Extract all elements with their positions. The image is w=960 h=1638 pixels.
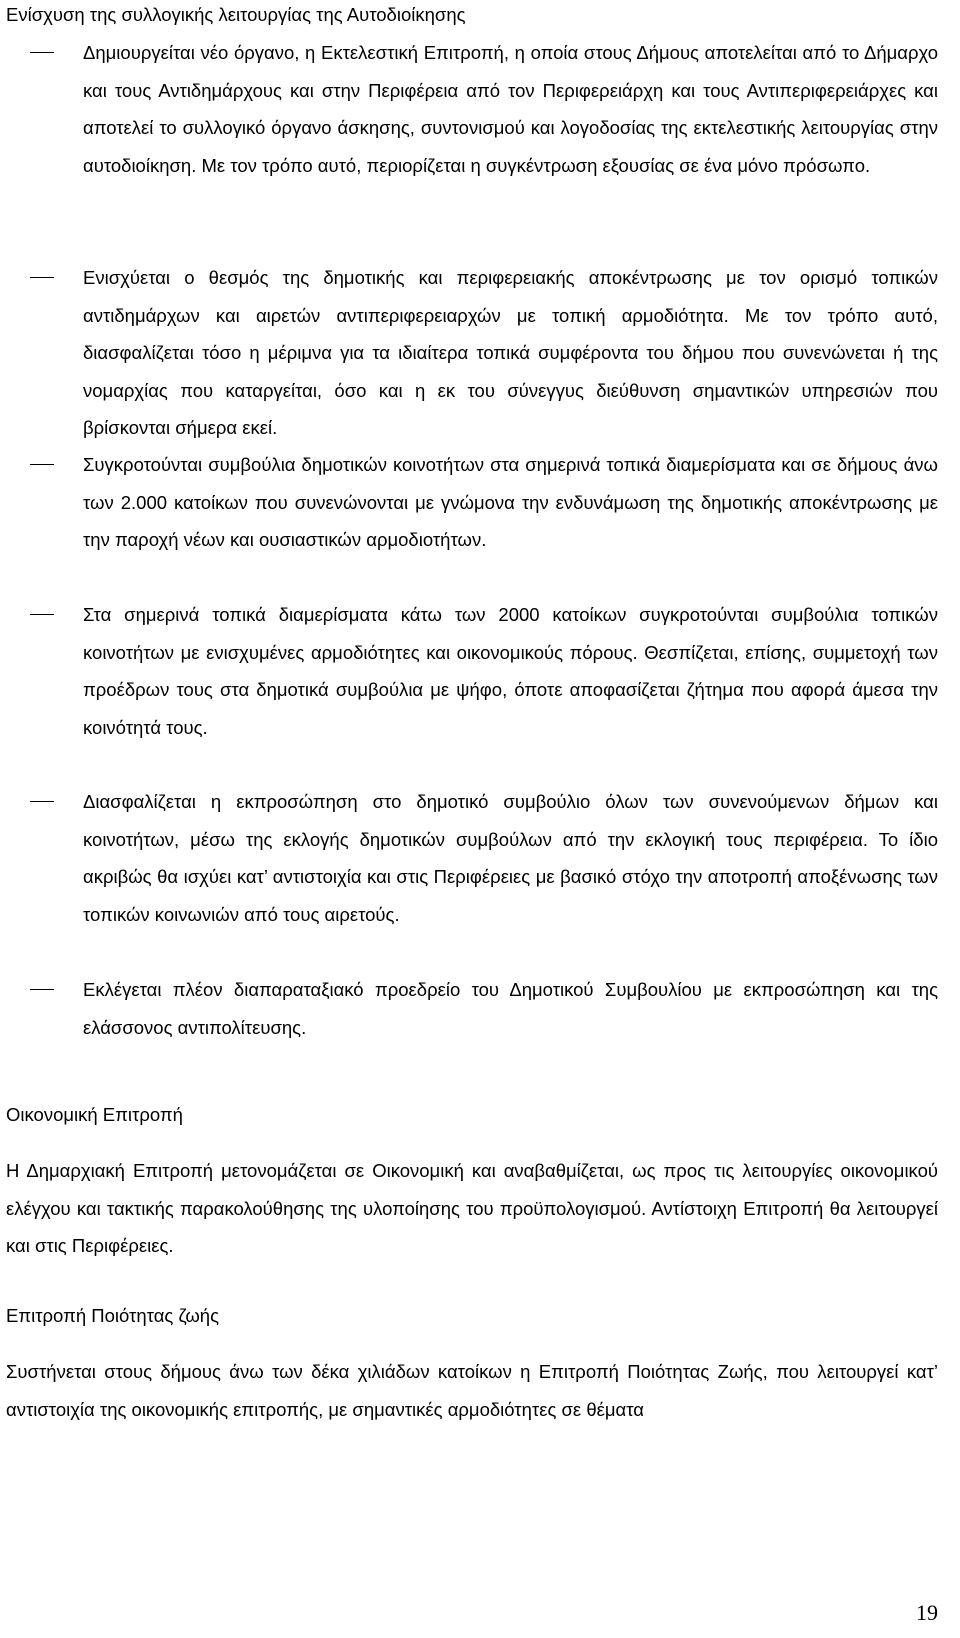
financial-committee-paragraph: Η Δημαρχιακή Επιτροπή μετονομάζεται σε Οικονομική και αναβαθμίζεται, ως προς τις λειτουργίες οικονομικού ελέγχου και τακτικής παρακολούθησης της υλοποίησης του προϋπολογισμού. Αντίστοιχη Επιτροπή θα λειτουργεί και στις Περιφέρειες. <box>6 1160 938 1256</box>
dash-bullet-icon <box>30 989 54 990</box>
list-item-text: Συγκροτούνται συμβούλια δημοτικών κοινοτήτων στα σημερινά τοπικά διαμερίσματα και σε δήμους άνω των 2.000 κατοίκων που συνενώνονται με γνώμονα την ενδυνάμωση της δημοτικής αποκέντρωσης με την παροχή νέων και ουσιαστικών αρμοδιοτήτων. <box>83 454 938 551</box>
dash-bullet-icon <box>30 801 54 802</box>
list-item-text: Στα σημερινά τοπικά διαμερίσματα κάτω των 2000 κατοίκων συγκροτούνται συμβούλια τοπικών κοινοτήτων με ενισχυμένες αρμοδιότητες και οικονομικούς πόρους. Θεσπίζεται, επίσης, συμμετοχή των προέδρων τους στα δημοτικά συμβούλια με ψήφο, όποτε αποφασίζεται ζήτημα που αφορά άμεσα την κοινότητά τους. <box>83 604 938 738</box>
list-item-text: Διασφαλίζεται η εκπροσώπηση στο δημοτικό συμβούλιο όλων των συνενούμενων δήμων και κοινοτήτων, μέσω της εκλογής δημοτικών συμβούλων από την εκλογική τους περιφέρεια. Το ίδιο ακριβώς θα ισχύει κατ’ αντιστοιχία και στις Περιφέρειες με βασικό στόχο την αποτροπή αποξένωσης των τοπικών κοινωνιών από τους αιρετούς. <box>83 791 938 925</box>
list-item <box>30 596 938 783</box>
dash-bullet-icon <box>30 277 54 278</box>
list-item-text: Εκλέγεται πλέον διαπαραταξιακό προεδρείο του Δημοτικού Συμβουλίου με εκπροσώπηση και της ελάσσονος αντιπολίτευσης. <box>83 979 938 1038</box>
list-item-text: Ενισχύεται ο θεσμός της δημοτικής και περιφερειακής αποκέντρωσης με τον ορισμό τοπικών αντιδημάρχων και αιρετών αντιπεριφερειαρχών με τοπική αρμοδιότητα. Με τον τρόπο αυτό, διασφαλίζεται τόσο η μέριμνα για τα ιδιαίτερα τοπικά συμφέροντα του δήμου που συνενώνεται ή της νομαρχίας που καταργείται, όσο και η εκ του σύνεγγυς διεύθυνση σημαντικών υπηρεσιών που βρίσκονται σήμερα εκεί. <box>83 267 938 439</box>
dash-bullet-icon <box>30 464 54 465</box>
dash-bullet-icon <box>30 614 54 615</box>
section-heading-quality-of-life: Επιτροπή Ποιότητας ζωής <box>6 1305 220 1326</box>
measures-list <box>30 34 938 1047</box>
list-item <box>30 259 938 446</box>
list-item <box>30 34 938 259</box>
list-item <box>30 446 938 596</box>
section-heading-financial-committee: Οικονομική Επιτροπή <box>6 1104 183 1125</box>
quality-of-life-paragraph: Συστήνεται στους δήμους άνω των δέκα χιλιάδων κατοίκων η Επιτροπή Ποιότητας Ζωής, που λειτουργεί κατ’ αντιστοιχία της οικονομικής επιτροπής, με σημαντικές αρμοδιότητες σε θέματα <box>6 1361 938 1420</box>
list-item-text: Δημιουργείται νέο όργανο, η Εκτελεστική Επιτροπή, η οποία στους Δήμους αποτελείται από το Δήμαρχο και τους Αντιδημάρχους και στην Περιφέρεια από τον Περιφερειάρχη και τους Αντιπεριφερειάρχες και αποτελεί το συλλογικό όργανο άσκησης, συντονισμού και λογοδοσίας της εκτελεστικής λειτουργίας στην αυτοδιοίκηση. Με τον τρόπο αυτό, περιορίζεται η συγκέντρωση εξουσίας σε ένα μόνο πρόσωπο. <box>83 42 938 176</box>
list-item <box>30 971 938 1047</box>
page-number: 19 <box>916 1600 938 1625</box>
section-heading-self-government: Ενίσχυση της συλλογικής λειτουργίας της Αυτοδιοίκησης <box>6 4 466 25</box>
list-item <box>30 783 938 971</box>
dash-bullet-icon <box>30 52 54 53</box>
